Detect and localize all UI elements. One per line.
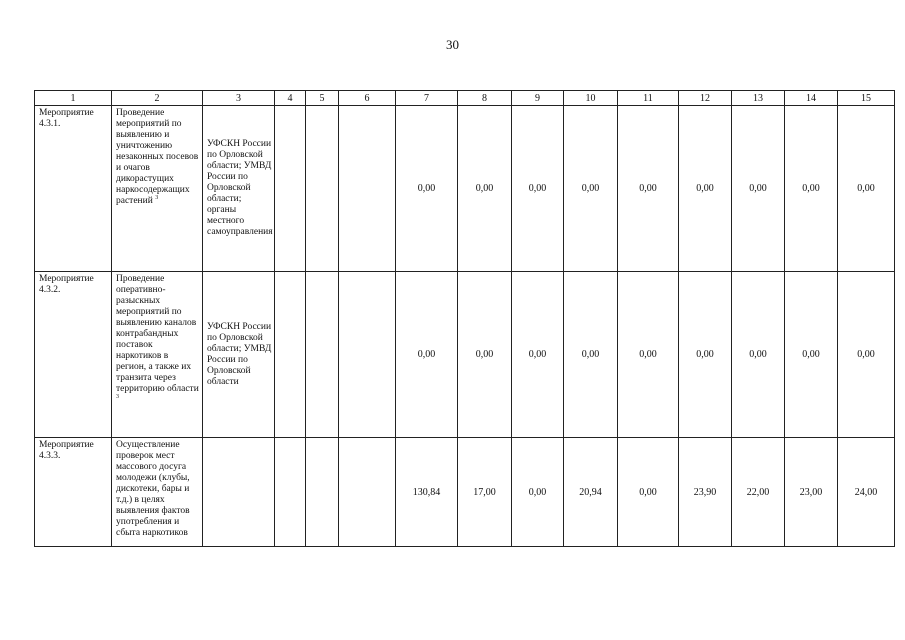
cell-col5: [306, 438, 339, 547]
executor: УФСКН России по Орловской области; УМВД России по Орловской области; органы местного самоуправления: [203, 106, 275, 272]
column-header: 12: [679, 91, 732, 106]
measure-code: Мероприятие 4.3.1.: [35, 106, 112, 272]
value-cell: 0,00: [512, 438, 564, 547]
column-header: 10: [564, 91, 618, 106]
measure-name: [112, 272, 203, 438]
value-cell: 24,00: [838, 438, 895, 547]
value-cell: 0,00: [564, 106, 618, 272]
value-cell: 0,00: [618, 438, 679, 547]
header-row: [35, 91, 895, 106]
value-cell: 0,00: [732, 272, 785, 438]
value-cell: 0,00: [458, 106, 512, 272]
value-cell: 0,00: [512, 106, 564, 272]
cell-col4: [275, 272, 306, 438]
value-cell: 0,00: [785, 272, 838, 438]
column-header: 3: [203, 91, 275, 106]
column-header: 14: [785, 91, 838, 106]
column-header: 11: [618, 91, 679, 106]
measure-name: [112, 438, 203, 547]
footnote-mark: 3: [116, 393, 119, 400]
executor: [203, 438, 275, 547]
measure-code: Мероприятие 4.3.2.: [35, 272, 112, 438]
value-cell: 0,00: [396, 106, 458, 272]
column-header: 15: [838, 91, 895, 106]
value-cell: 0,00: [679, 272, 732, 438]
column-header: 7: [396, 91, 458, 106]
cell-col5: [306, 106, 339, 272]
table-row: [35, 438, 895, 547]
value-cell: 22,00: [732, 438, 785, 547]
column-header: 2: [112, 91, 203, 106]
value-cell: 130,84: [396, 438, 458, 547]
value-cell: 0,00: [618, 106, 679, 272]
value-cell: 23,00: [785, 438, 838, 547]
value-cell: 0,00: [838, 106, 895, 272]
program-table: [34, 90, 895, 547]
column-header: 4: [275, 91, 306, 106]
table-row: [35, 272, 895, 438]
cell-col5: [306, 272, 339, 438]
column-header: 1: [35, 91, 112, 106]
value-cell: 17,00: [458, 438, 512, 547]
column-header: 9: [512, 91, 564, 106]
value-cell: 20,94: [564, 438, 618, 547]
measure-code: Мероприятие 4.3.3.: [35, 438, 112, 547]
value-cell: 0,00: [785, 106, 838, 272]
value-cell: 0,00: [396, 272, 458, 438]
measure-name-text: Проведение оперативно-разыскных мероприятий по выявлению каналов контрабандных поставок наркотиков в регион, а также их транзита через территорию области: [116, 274, 199, 394]
cell-col6: [339, 106, 396, 272]
value-cell: 0,00: [732, 106, 785, 272]
cell-col6: [339, 438, 396, 547]
executor: УФСКН России по Орловской области; УМВД России по Орловской области: [203, 272, 275, 438]
measure-name-text: Проведение мероприятий по выявлению и уничтожению незаконных посевов и очагов дикорастущих наркосодержащих растений: [116, 108, 199, 206]
page-number: 30: [446, 37, 459, 52]
value-cell: 23,90: [679, 438, 732, 547]
column-header: 13: [732, 91, 785, 106]
table-row: [35, 106, 895, 272]
cell-col4: [275, 106, 306, 272]
column-header: 5: [306, 91, 339, 106]
measure-name: [112, 106, 203, 272]
value-cell: 0,00: [618, 272, 679, 438]
column-header: 6: [339, 91, 396, 106]
value-cell: 0,00: [679, 106, 732, 272]
value-cell: 0,00: [512, 272, 564, 438]
column-header: 8: [458, 91, 512, 106]
footnote-mark: 3: [155, 194, 159, 201]
value-cell: 0,00: [838, 272, 895, 438]
value-cell: 0,00: [458, 272, 512, 438]
cell-col6: [339, 272, 396, 438]
value-cell: 0,00: [564, 272, 618, 438]
measure-name-text: Осуществление проверок мест массового досуга молодежи (клубы, дискотеки, бары и т.д.) в целях выявления фактов употребления и сбыта наркотиков: [116, 440, 190, 538]
cell-col4: [275, 438, 306, 547]
